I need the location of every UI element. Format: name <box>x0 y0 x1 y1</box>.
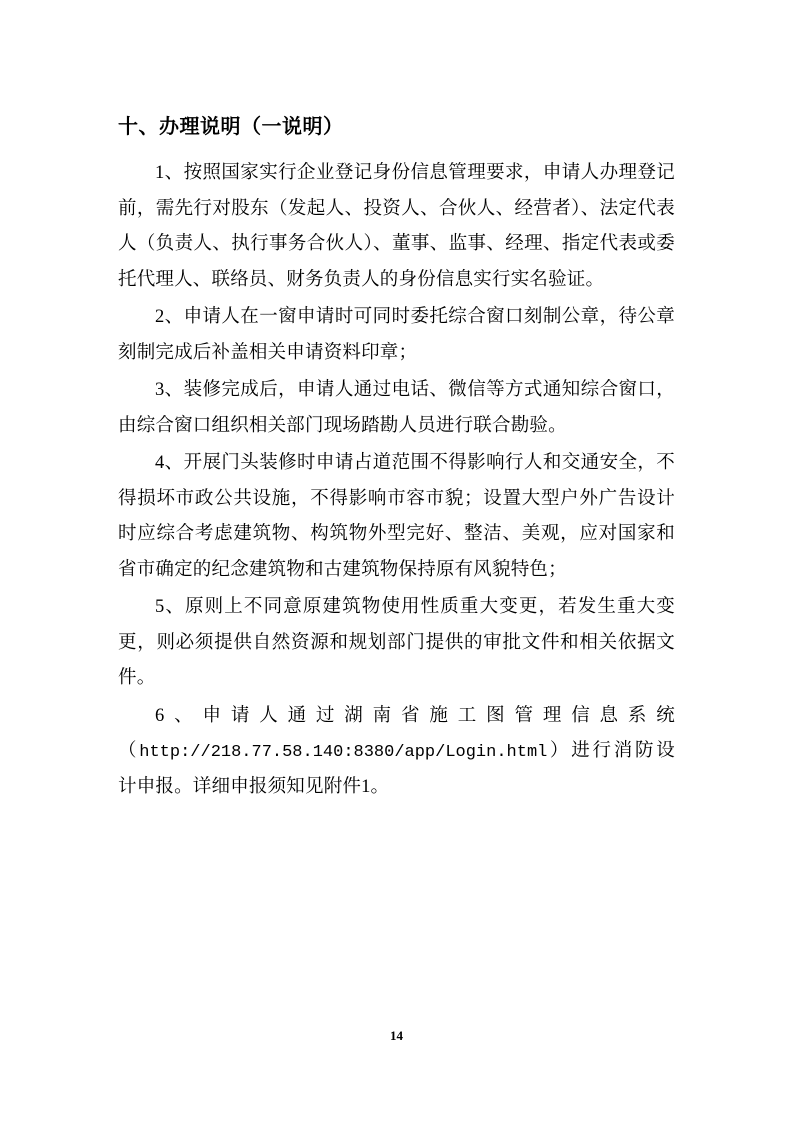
paragraph-item-3: 3、装修完成后，申请人通过电话、微信等方式通知综合窗口，由综合窗口组织相关部门现场踏勘人员进行联合勘验。 <box>118 380 675 436</box>
paragraph-item-5: 5、原则上不同意原建筑物使用性质重大变更，若发生重大变更，则必须提供自然资源和规划部门提供的审批文件和相关依据文件。 <box>118 597 675 689</box>
paragraph-item-1: 1、按照国家实行企业登记身份信息管理要求，申请人办理登记前，需先行对股东（发起人、投资人、合伙人、经营者）、法定代表人（负责人、执行事务合伙人）、董事、监事、经理、指定代表或委托代理人、联络员、财务负责人的身份信息实行实名验证。 <box>118 163 675 290</box>
item6-paren-close: ） <box>547 741 572 762</box>
page-number: 14 <box>390 1028 403 1043</box>
paragraph-item-2: 2、申请人在一窗申请时可同时委托综合窗口刻制公章，待公章刻制完成后补盖相关申请资料印章； <box>118 307 675 363</box>
item6-url: http://218.77.58.140:8380/app/Login.html <box>139 743 548 763</box>
item6-paren-open: （ <box>118 741 140 762</box>
paragraph-item-6 <box>118 699 675 806</box>
item6-tail-text: 进行消防设计申报。详细申报须知见附件1。 <box>118 741 675 797</box>
item6-lead-text: 6、申请人通过湖南省施工图管理信息系统 <box>155 705 675 726</box>
page-title: 十、办理说明（一说明） <box>118 116 344 138</box>
paragraph-item-4: 4、开展门头装修时申请占道范围不得影响行人和交通安全，不得损坏市政公共设施，不得影响市容市貌；设置大型户外广告设计时应综合考虑建筑物、构筑物外型完好、整洁、美观，应对国家和省市确定的纪念建筑物和古建筑物保持原有风貌特色； <box>118 453 675 580</box>
